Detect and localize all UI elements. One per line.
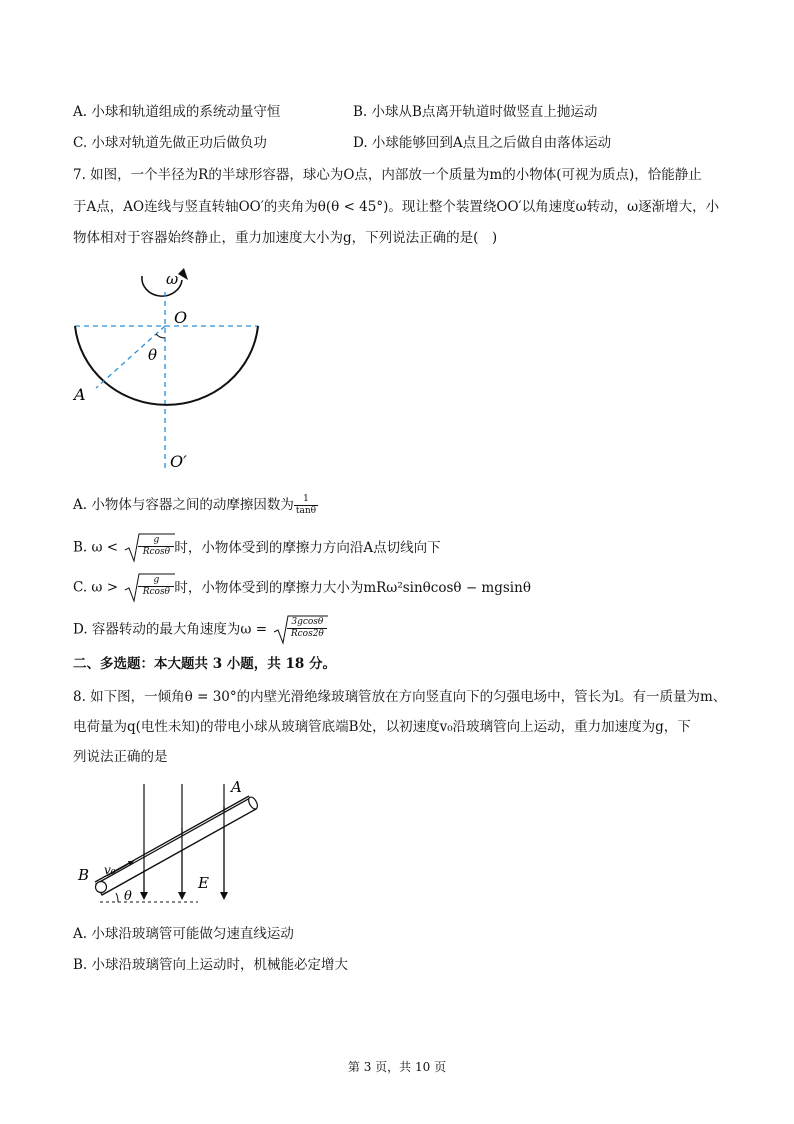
axis-o-prime-label: O′ xyxy=(170,452,187,471)
q8-option-a: A. 小球沿玻璃管可能做匀速直线运动 xyxy=(73,926,294,942)
omega-label: ω xyxy=(166,270,179,288)
center-o-label: O xyxy=(174,308,188,327)
q7-hemisphere-figure xyxy=(60,262,280,474)
q6-option-d: D. 小球能够回到A点且之后做自由落体运动 xyxy=(353,135,612,151)
q8-option-b: B. 小球沿玻璃管向上运动时，机械能必定增大 xyxy=(73,957,349,973)
point-b-label: B xyxy=(78,866,90,884)
v0-label: v₀ xyxy=(104,863,116,877)
q7-option-b: B. ω < $\frac{g}{Rcos\theta}$ 时，小物体受到的摩擦力方向沿A点切线向下 xyxy=(73,533,441,563)
point-a-label: A xyxy=(74,385,86,404)
q6-option-b: B. 小球从B点离开轨道时做竖直上抛运动 xyxy=(353,104,598,120)
q7-option-a: A. 小物体与容器之间的动摩擦因数为 $\frac{1}{\tan\theta}$ xyxy=(73,494,317,516)
q7-option-d: D. 容器转动的最大角速度为ω = $\frac{3gcos\theta}{Rcos2\theta}$ xyxy=(73,615,275,645)
q8-stem-line-1: 8. 如下图，一倾角θ = 30°的内壁光滑绝缘玻璃管放在方向竖直向下的匀强电场中，管长为l。有一质量为m、 xyxy=(73,689,727,705)
point-a-label: A xyxy=(231,778,242,796)
page-footer: 第 3 页，共 10 页 xyxy=(347,1060,447,1074)
q7-stem-line-1: 7. 如图，一个半径为R的半球形容器，球心为O点，内部放一个质量为m的小物体(可视为质点)，恰能静止 xyxy=(73,167,702,183)
q6-option-a: A. 小球和轨道组成的系统动量守恒 xyxy=(73,104,281,120)
q8-glass-tube-figure xyxy=(74,776,274,908)
theta-label: θ xyxy=(124,889,132,904)
q8-stem-line-3: 列说法正确的是 xyxy=(73,749,168,765)
q8-stem-line-2: 电荷量为q(电性未知)的带电小球从玻璃管底端B处，以初速度v₀沿玻璃管向上运动，重力加速度为g，下 xyxy=(73,719,691,735)
q6-option-c: C. 小球对轨道先做正功后做负功 xyxy=(73,135,267,151)
q7-option-c: C. ω > $\frac{g}{Rcos\theta}$ 时，小物体受到的摩擦力大小为mRω²sinθcosθ − mgsinθ xyxy=(73,573,531,603)
section-heading: 二、多选题：本大题共 3 小题，共 18 分。 xyxy=(73,656,336,672)
theta-label: θ xyxy=(148,346,158,364)
ball-icon xyxy=(96,882,107,893)
field-e-label: E xyxy=(198,874,209,892)
q7-stem-line-3: 物体相对于容器始终静止，重力加速度大小为g，下列说法正确的是( ) xyxy=(73,230,498,246)
q7-stem-line-2: 于A点，AO连线与竖直转轴OO′的夹角为θ(θ < 45°)。现让整个装置绕OO′以角速度ω转动，ω逐渐增大，小 xyxy=(73,199,720,215)
